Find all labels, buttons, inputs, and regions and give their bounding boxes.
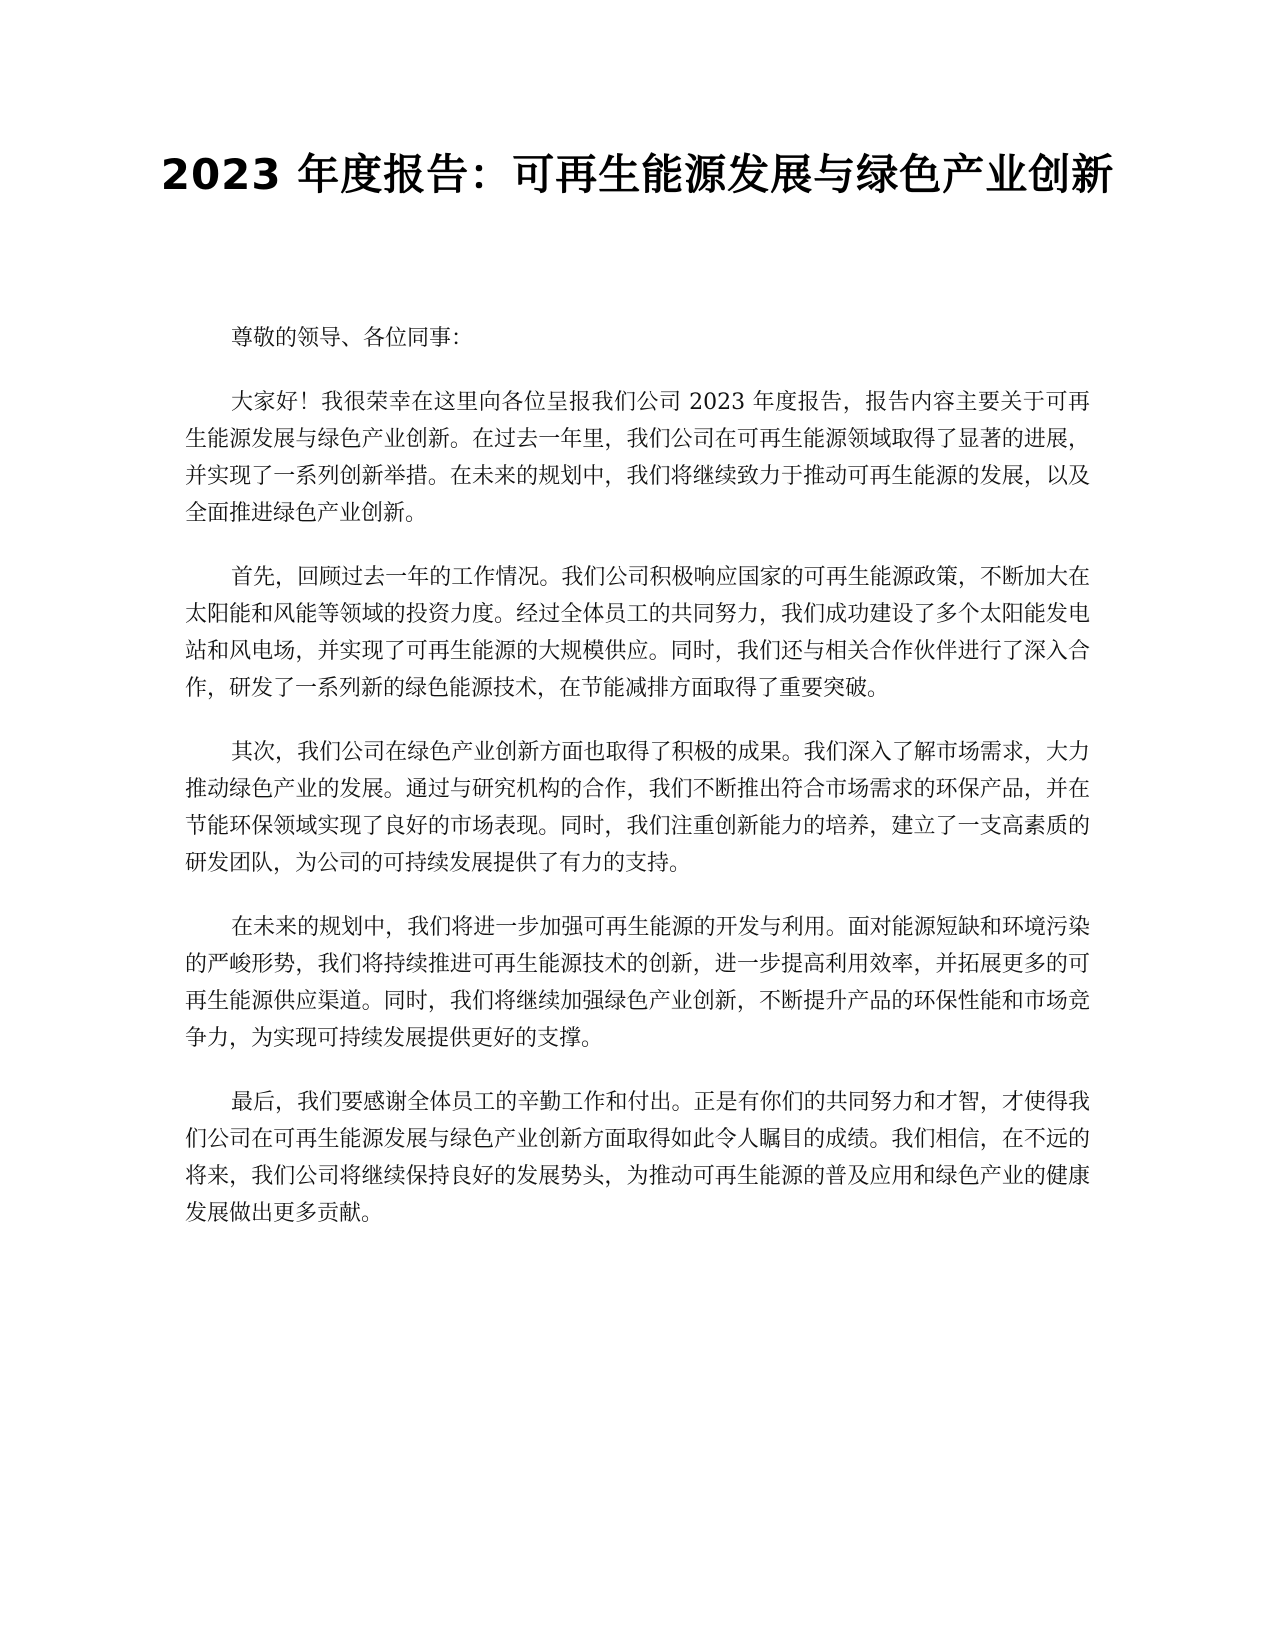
paragraph-future-plan: 在未来的规划中，我们将进一步加强可再生能源的开发与利用。面对能源短缺和环境污染的严峻形势，我们将持续推进可再生能源技术的创新，进一步提高利用效率，并拓展更多的可再生能源供应渠道。同时，我们将继续加强绿色产业创新，不断提升产品的环保性能和市场竞争力，为实现可持续发展提供更好的支撑。 [185, 915, 1090, 1051]
paragraph-review: 首先，回顾过去一年的工作情况。我们公司积极响应国家的可再生能源政策，不断加大在太阳能和风能等领域的投资力度。经过全体员工的共同努力，我们成功建设了多个太阳能发电站和风电场，并实现了可再生能源的大规模供应。同时，我们还与相关合作伙伴进行了深入合作，研发了一系列新的绿色能源技术，在节能减排方面取得了重要突破。 [185, 565, 1090, 701]
document-body [185, 320, 1090, 1259]
document-title: 2023 年度报告：可再生能源发展与绿色产业创新 [160, 150, 1115, 199]
paragraph-intro: 大家好！我很荣幸在这里向各位呈报我们公司 2023 年度报告，报告内容主要关于可再生能源发展与绿色产业创新。在过去一年里，我们公司在可再生能源领域取得了显著的进展，并实现了一系列创新举措。在未来的规划中，我们将继续致力于推动可再生能源的发展，以及全面推进绿色产业创新。 [185, 390, 1090, 526]
paragraph-closing: 最后，我们要感谢全体员工的辛勤工作和付出。正是有你们的共同努力和才智，才使得我们公司在可再生能源发展与绿色产业创新方面取得如此令人瞩目的成绩。我们相信，在不远的将来，我们公司将继续保持良好的发展势头，为推动可再生能源的普及应用和绿色产业的健康发展做出更多贡献。 [185, 1090, 1090, 1226]
paragraph-innovation: 其次，我们公司在绿色产业创新方面也取得了积极的成果。我们深入了解市场需求，大力推动绿色产业的发展。通过与研究机构的合作，我们不断推出符合市场需求的环保产品，并在节能环保领域实现了良好的市场表现。同时，我们注重创新能力的培养，建立了一支高素质的研发团队，为公司的可持续发展提供了有力的支持。 [185, 740, 1090, 876]
salutation: 尊敬的领导、各位同事： [231, 326, 474, 351]
